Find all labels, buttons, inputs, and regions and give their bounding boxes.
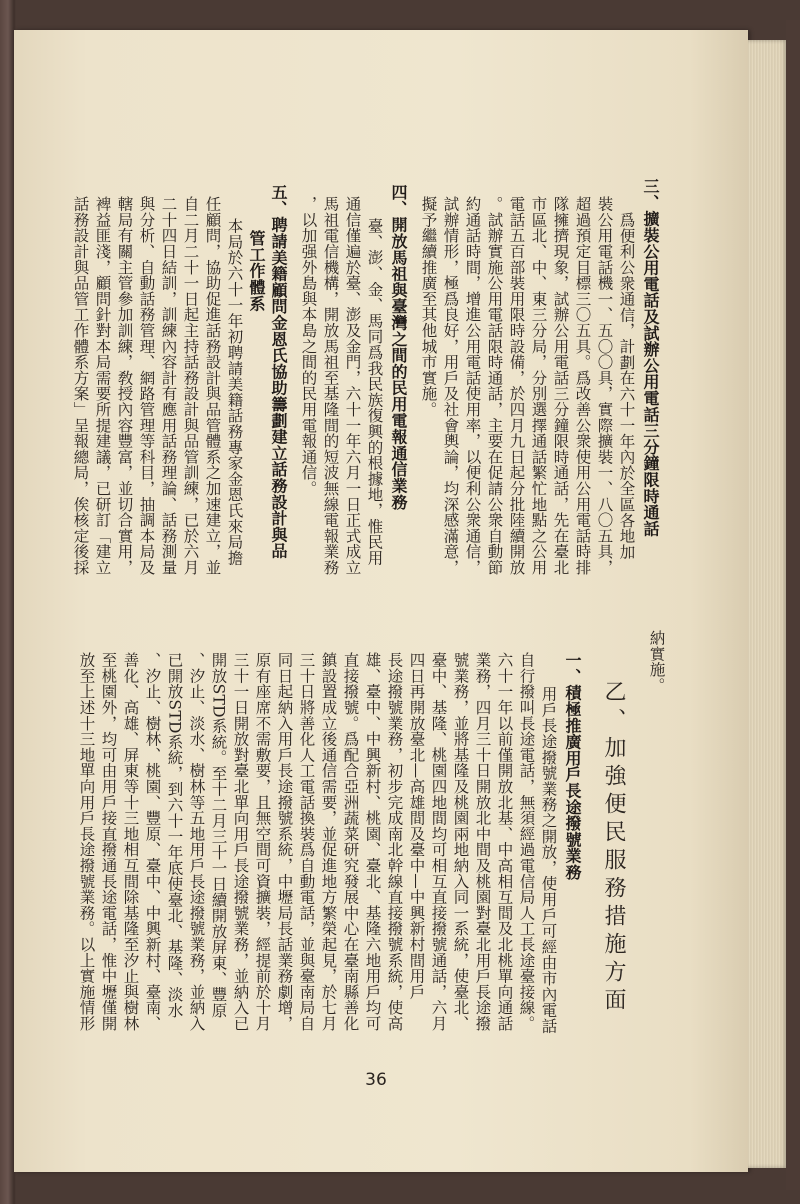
chapter-title: 乙、加強便民服務措施方面 [601, 680, 626, 1016]
section-3-line: 電話五百部裝用限時設備，於四月九日起分批陸續開放 [507, 196, 526, 576]
section-1-line: 、汐止、淡水、樹林等五地用戶長途撥號業務，並納入 [187, 652, 206, 1032]
section-1-line: 雄、臺中、中興新村、桃園、臺北、基隆六地用戶均可 [363, 652, 382, 1032]
section-5-title-cont: 管工作體系 [247, 230, 266, 312]
section-5-line: 裨益匪淺，顧問針對本局需要所提建議，已研訂「建立 [93, 196, 112, 576]
section-1-line: 同日起納入用戶長途撥號系統，中壢局長話業務劇增， [275, 652, 294, 1032]
section-1-line: 業務，四月三十日開放北中間及桃園對臺北用戶長途撥 [473, 652, 492, 1032]
section-3-line: 約通話時間，增進公用電話使用率，以便利公衆通信， [463, 196, 482, 576]
section-1-line: 直接撥號。爲配合亞洲蔬菜研究發展中心在臺南縣善化 [341, 652, 360, 1032]
section-5-line: 任顧問，協助促進話務設計與品管體系之加速建立，並 [203, 196, 222, 576]
page-number: 36 [365, 1070, 387, 1090]
section-5-line: 轄局有關主管參加訓練，敎授內容豐富，並切合實用， [115, 196, 134, 576]
section-1-line: 至桃園外，均可由用戶接直撥通長途電話，惟中壢僅開 [99, 652, 118, 1032]
section-5-title: 五、聘請美籍顧問金恩氏協助籌劃建立話務設計與品 [269, 184, 288, 559]
section-4-line: ，以加强外島與本島之間的民用電報通信。 [299, 196, 318, 497]
section-5-line: 話務設計與品管工作體系方案」呈報總局，俟核定後採 [71, 196, 90, 576]
section-1-line: 用戶長途撥號業務之開放，使用戶可經由市內電話 [539, 686, 558, 1034]
section-5-line: 與分析、自動話務管理、網路管理等科目，抽調本局及 [137, 196, 156, 576]
section-3-line: 超過預定目標三〇五具。爲改善公衆使用公用電話時排 [573, 196, 592, 576]
section-1-line: 自行撥叫長途電話，無須經過電信局人工長途臺接線。 [517, 652, 536, 1032]
book-cover-edge [786, 20, 800, 1190]
section-3-line: 裝公用電話機一、五〇〇具，實際擴裝一、八〇五具， [595, 196, 614, 576]
section-1-line: 放至上述十三地單向用戶長途撥號業務。以上實施情形 [77, 652, 96, 1032]
section-1-title: 一、積極推廣用戶長途撥號業務 [563, 652, 582, 881]
section-1-line: 長途撥號業務，初步完成南北幹線直接撥號系統，使高 [385, 652, 404, 1032]
page-edges [748, 40, 788, 1168]
section-4-title: 四、開放馬祖與臺灣之間的民用電報通信業務 [389, 184, 408, 510]
section-1-line: 三十日將善化人工電話換裝爲自動電話，並與臺南局自 [297, 652, 316, 1032]
section-3-line: 市區北、中、東三分局，分別選擇通話繁忙地點之公用 [529, 196, 548, 576]
section-3-line: 爲便利公衆通信，計劃在六十一年內於全區各地加 [617, 212, 636, 560]
section-5-line: 二十四日結訓，訓練內容計有應用話務理論、話務測量 [159, 196, 178, 576]
section-1-line: 鎮設置成立後通信需要，並促進地方繁榮起見，於七月 [319, 652, 338, 1032]
section-1-line: 善化、高雄、屏東等十三地相互間除基隆至汐止與樹林 [121, 652, 140, 1032]
section-5-line: 自二月二十一日起主持話務設計與品管訓練，已於六月 [181, 196, 200, 576]
section-1-line: 、汐止、樹林、桃園、豐原、臺中、中興新村、臺南、 [143, 652, 162, 1032]
section-4-line: 臺、澎、金、馬同爲我民族復興的根據地，惟民用 [365, 218, 384, 566]
section-3-line: 隊擁擠現象，試辦公用電話三分鐘限時通話，先在臺北 [551, 196, 570, 576]
section-1-line: 已開放STD系統，到六十一年底使臺北、基隆、淡水 [165, 652, 184, 1019]
section-1-line: 開放STD系統。至十二月三十一日續開放屏東、豐原 [209, 652, 228, 1019]
section-4-line: 通信僅遍於臺、澎及金門，六十一年六月一日正式成立 [343, 196, 362, 576]
section-3-title: 三、擴裝公用電話及試辦公用電話三分鐘限時通話 [641, 178, 660, 537]
section-3-line: 試辦情形，極爲良好，用戶及社會輿論，均深感滿意， [441, 196, 460, 576]
section-4-line: 馬祖電信機構，開放馬祖至基隆間的短波無線電報業務 [321, 196, 340, 576]
section-3-line: 。試辦實施公用電話限時通話，主要在促請公衆自動節 [485, 196, 504, 576]
section-1-line: 原有座席不需敷要，且無空間可資擴裝，經提前於十月 [253, 652, 272, 1032]
section-5-line: 本局於六十一年初聘請美籍話務專家金恩氏來局擔 [225, 218, 244, 566]
section-1-line: 號業務，並將基隆及桃園兩地納入同一系統，使臺北、 [451, 652, 470, 1032]
section-1-line: 六十一年以前僅開放北基、中高相互間及北桃單向通話 [495, 652, 514, 1032]
section-1-line: 四日再開放臺北—高雄間及臺中—中興新村間用戶 [407, 652, 426, 1000]
carryover-text: 納實施。 [647, 630, 666, 694]
section-1-line: 臺中、基隆、桃園四地間均可相互直接撥號通話，六月 [429, 652, 448, 1032]
section-3-line: 擬予繼續推廣至其他城市實施。 [419, 196, 438, 418]
section-1-line: 三十一日開放對臺北單向用戶長途撥號業務，並納入已 [231, 652, 250, 1032]
